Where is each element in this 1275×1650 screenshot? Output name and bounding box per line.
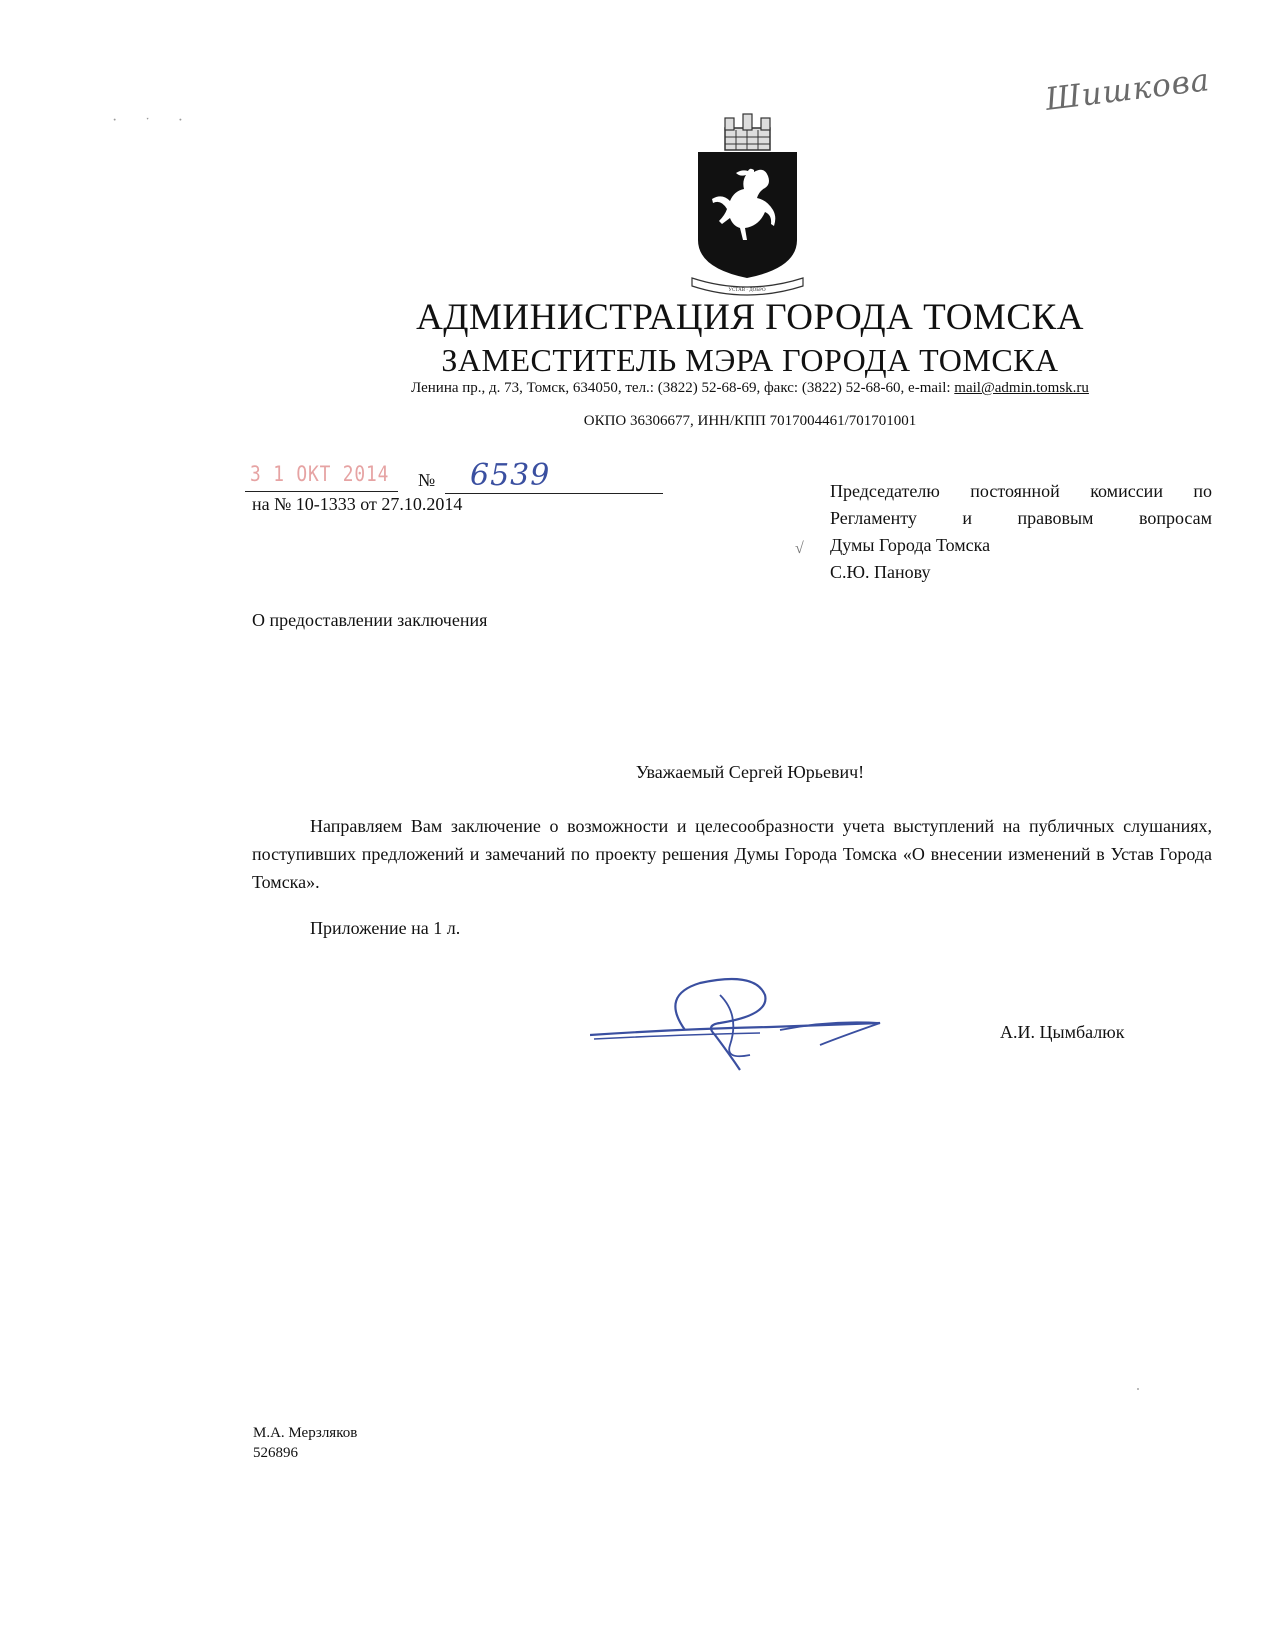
- number-underline: [445, 493, 663, 494]
- signer-name: А.И. Цымбалюк: [1000, 1022, 1125, 1042]
- organization-title: АДМИНИСТРАЦИЯ ГОРОДА ТОМСКА: [416, 297, 1084, 338]
- salutation-text: Уважаемый Сергей Юрьевич!: [635, 762, 865, 782]
- salutation: [0, 762, 1275, 783]
- letter-subject: О предоставлении заключения: [252, 610, 488, 630]
- addressee-line: Думы Города Томска: [830, 535, 991, 555]
- contacts-line: [0, 380, 1275, 397]
- handwritten-reg-number: 6539: [470, 458, 551, 493]
- addressee-block: [830, 478, 1212, 586]
- registration-codes: ОКПО 36306677, ИНН/КПП 7017004461/701701001: [583, 413, 917, 429]
- addressee-line: Регламенту и правовым вопросам: [830, 508, 1212, 528]
- email-link[interactable]: mail@admin.tomsk.ru: [954, 380, 1089, 396]
- signature-icon: [590, 975, 910, 1075]
- number-label: №: [418, 470, 436, 490]
- tomsk-coat-of-arms-icon: [690, 110, 805, 300]
- addressee-line: Председателю постоянной комиссии по: [830, 481, 1212, 501]
- author-name: М.А. Мерзляков: [253, 1425, 358, 1441]
- handwritten-margin-note: Шишкова: [1043, 62, 1212, 118]
- attachment-note: Приложение на 1 л.: [310, 918, 461, 938]
- reference-line: на № 10-1333 от 27.10.2014: [252, 494, 463, 514]
- scan-dot: [1137, 1388, 1139, 1390]
- date-stamp: 3 1 ОКТ 2014: [250, 462, 390, 486]
- department-title: ЗАМЕСТИТЕЛЬ МЭРА ГОРОДА ТОМСКА: [441, 342, 1059, 378]
- letter-body: Направляем Вам заключение о возможности и целесообразности учета выступлений на публичных слушаниях, поступивших предложений и замечаний по проекту решения Думы Города Томска «О внесении изменений в Устав Города Томска».: [252, 816, 1212, 892]
- crown-icon: [725, 114, 770, 150]
- addressee-line: С.Ю. Панову: [830, 562, 931, 582]
- author-block: [253, 1423, 357, 1463]
- scan-specks: · ˑ ·: [112, 112, 196, 129]
- tick-mark: √: [795, 540, 804, 557]
- date-underline: [245, 491, 398, 492]
- svg-text:УСТАВ · ДОБРО: УСТАВ · ДОБРО: [728, 288, 766, 293]
- contacts-text: Ленина пр., д. 73, Томск, 634050, тел.: (3822) 52-68-69, факс: (3822) 52-68-60, e-mail:: [411, 380, 955, 396]
- author-phone: 526896: [253, 1445, 298, 1461]
